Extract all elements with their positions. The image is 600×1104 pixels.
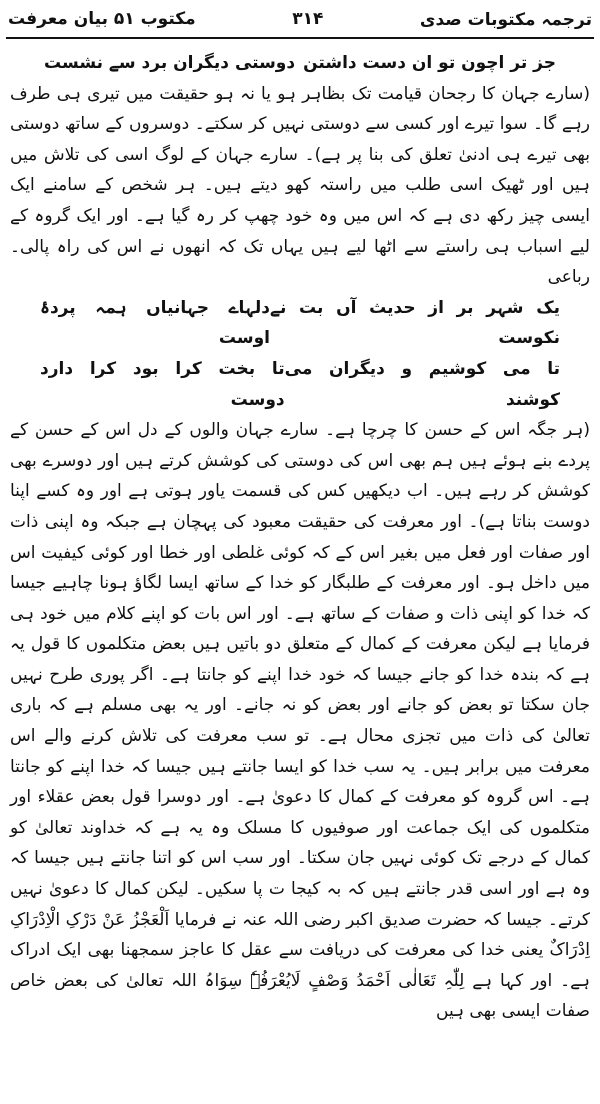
verse-couplet: [10, 293, 590, 354]
page-number: ۳۱۴: [292, 9, 324, 29]
verse-hemistich: جز تر اچون تو ان دست داشتن: [303, 53, 556, 73]
verse-couplet: [10, 354, 590, 415]
paragraph: (ہر جگہ اس کے حسن کا چرچا ہے۔ سارے جہان والوں کے دل اس کے حسن کے پردے بنے ہوئے ہیں ہم بھی اس کی دوستی کی کوشش کرتے ہیں اور دوسرے بھی کوشش کر رہے ہیں۔ اب دیکھیں کس کی قسمت یاور ہوتی ہے اور وہ کسے اپنا دوست بناتا ہے)۔ اور معرفت کی حقیقت معبود کی پہچان ہے جبکہ وہ اپنی ذات اور صفات اور فعل میں بغیر اس کے کہ کوئی غلطی اور خطا اور کوئی کیفیت اس میں داخل ہو۔ اور معرفت کے طلبگار کو خدا کے ساتھ ایسا لگاؤ ہونا چاہیے جیسا کہ خدا کو اپنی ذات و صفات کے ساتھ ہے۔ اور اس بات کو اپنے کلام میں خود ہی فرمایا ہے لیکن معرفت کے کمال کے متعلق دو باتیں ہیں بعض متکلموں کا قول یہ ہے کہ بندہ خدا کو جانے جیسا کہ خود خدا اپنے کو جانتا ہے۔ اگر پوری طرح نہیں جان سکتا تو بعض کو جانے اور بعض کو نہ جانے۔ اور یہ بھی مسلم ہے کہ باری تعالیٰ کی ذات میں تجزی محال ہے۔ تو سب معرفت کی تلاش کرنے والے اس معرفت میں برابر ہیں۔ یہ سب خدا کو ایسا جانتے ہیں جیسا کہ خدا اپنے کو جانتا ہے۔ اس گروہ کو معرفت کے کمال کا دعویٰ ہے۔ اور دوسرا قول بعض عقلاء اور متکلموں کی ایک جماعت اور صوفیوں کا مسلک وہ یہ ہے کہ خداوند تعالیٰ کو کمال کے درجے تک کوئی نہیں جان سکتا۔ اور سب اس کو اتنا جانتے ہیں جیسا کہ وہ ہے اور اسی قدر جانتے ہیں کہ بہ کیجا ت پا سکیں۔ لیکن کمال کا دعویٰ نہیں کرتے۔ جیسا کہ حضرت صدیق اکبر رضی اللہ عنہ نے فرمایا اَلْعَجْزُ عَنْ دَرْکِ الْاِدْرَاکِ اِدْرَاکٌ یعنی خدا کی معرفت کی دریافت سے عقل کا عاجز سمجھنا بھی ایک ادراک ہے۔ اور کہا ہے لِلّٰہِ تَعَالٰی اَحْمَدُ وَصْفٍ لَایُعْرَفُہٗ سِوَاہُ اللہ تعالیٰ کی بعض خاص صفات ایسی بھی ہیں: [10, 420, 590, 1022]
page-body: [10, 48, 590, 1027]
book-title: ترجمہ مکتوبات صدی: [419, 9, 592, 30]
chapter-title: مکتوب ۵۱ بیان معرفت: [8, 9, 196, 29]
verse-hemistich: یک شہر بر از حدیث آں بت نے نکوست: [270, 297, 560, 349]
verse-hemistich: تا بخت کرا بود کرا دارد دوست: [40, 358, 285, 410]
verse-hemistich: دلہاے جہانیاں ہمہ پردۂ اوست: [40, 297, 270, 349]
page-header: [8, 4, 592, 34]
header-divider: [6, 37, 594, 39]
verse-hemistich: تا می کوشیم و دیگران می کوشند: [284, 358, 560, 410]
verse-hemistich: دوستی دیگران برد سے نشست: [44, 53, 296, 73]
verse-couplet: [10, 48, 590, 79]
paragraph: (سارے جہان کا رجحان قیامت تک بظاہر ہو یا نہ ہو حقیقت میں تیری ہی طرف رہے گا۔ سوا تیرے اور کسی سے دوستی نہیں کر سکتے۔ دوسروں کے ساتھ دوستی بھی تیرے ہی ادنیٰ تعلق کی بنا پر ہے)۔ سارے جہان کے لوگ اسی کی تلاش میں ہیں اور ٹھیک اسی طلب میں راستہ کھو دیتے ہیں۔ ہر شخص کے سامنے ایک ایسی چیز رکھ دی ہے کہ اس میں وہ خود چھپ کر رہ گیا ہے۔ اور ایک گروہ کے لیے اسباب ہی راستے سے اٹھا لیے ہیں یہاں تک کہ انھوں نے اس کی راہ پالی۔ رباعی: [10, 83, 590, 288]
